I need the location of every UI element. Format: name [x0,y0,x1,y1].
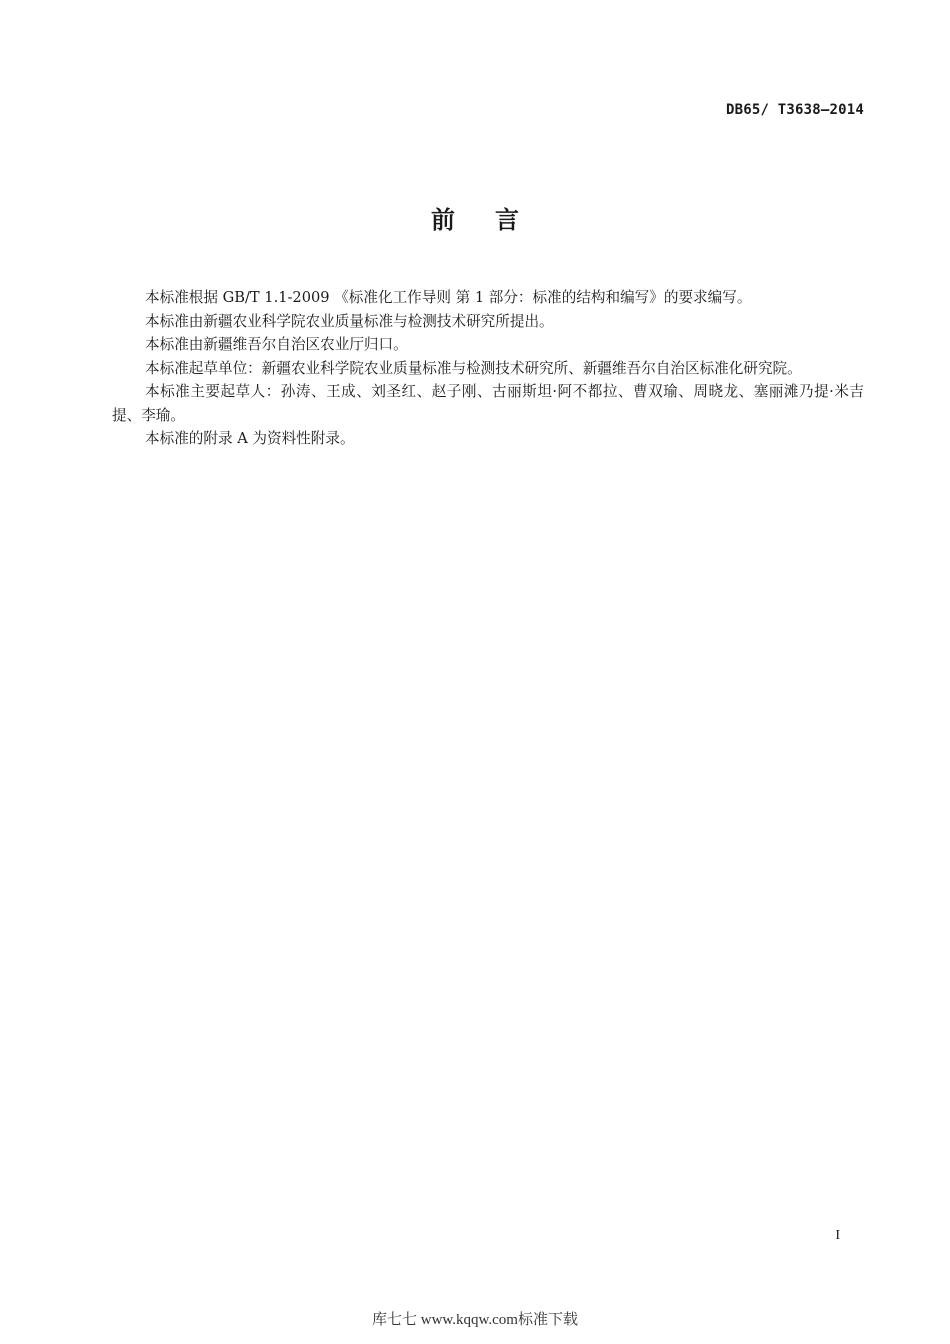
paragraph-drafting-units: 本标准起草单位：新疆农业科学院农业质量标准与检测技术研究所、新疆维吾尔自治区标准化研究院。 [145,359,802,377]
paragraph-administrator: 本标准由新疆维吾尔自治区农业厅归口。 [145,336,408,353]
paragraph-appendix: 本标准的附录 A 为资料性附录。 [145,430,355,447]
paragraph-drafters: 本标准主要起草人：孙涛、王成、刘圣红、赵子刚、古丽斯坦·阿不都拉、曹双瑜、周晓龙、塞丽滩乃提·米吉提、李瑜。 [112,383,864,424]
preface-body [112,286,864,451]
document-code: DB65/ T3638—2014 [725,102,864,118]
paragraph-proposer: 本标准由新疆农业科学院农业质量标准与检测技术研究所提出。 [145,312,554,330]
page-title: 前言 [431,206,559,234]
footer-watermark: 库七七 www.kqqw.com标准下载 [372,1312,578,1328]
page-number: I [835,1228,840,1243]
paragraph-basis: 本标准根据 GB/T 1.1-2009 《标准化工作导则 第 1 部分：标准的结构和编写》的要求编写。 [145,289,752,306]
